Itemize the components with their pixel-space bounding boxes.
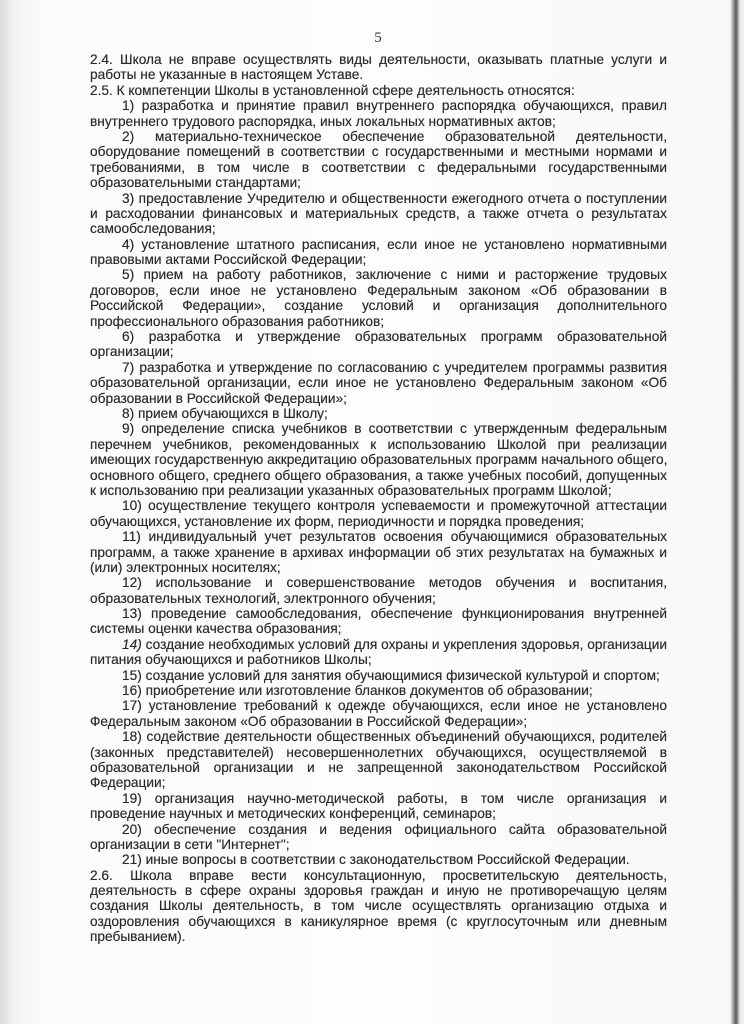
text-line: 2.4. Школа не вправе осуществлять виды деятельности, оказывать платные услуги и xyxy=(90,52,667,67)
text-line: Федеральным законом «Об образовании в Российской Федерации»; xyxy=(90,713,528,729)
text-line: оздоровления обучающихся в каникулярное время (с круглосуточным или дневным xyxy=(90,913,667,929)
text-line: 13) проведение самообследования, обеспечение функционирования внутренней xyxy=(122,606,667,622)
text-line xyxy=(90,637,667,652)
text-line: организации; xyxy=(90,344,174,360)
text-line: образовательной организации и не запрещенной законодательством Российской xyxy=(90,759,667,775)
text-line: 2) материально-техническое обеспечение образовательной деятельности, xyxy=(122,128,667,144)
text-line: 12) использование и совершенствование методов обучения и воспитания, xyxy=(122,575,667,591)
text-line: 21) иные вопросы в соответствии с законодательством Российской Федерации. xyxy=(122,852,630,868)
text-line: Российской Федерации», создание условий и организация дополнительного xyxy=(90,298,667,314)
text-line: 11) индивидуальный учет результатов освоения обучающимися образовательных xyxy=(122,529,667,545)
item-text: создание необходимых условий для охраны и укрепления здоровья, организации xyxy=(141,636,667,652)
text-line: имеющих государственную аккредитацию образовательных программ начального общего, xyxy=(90,452,668,468)
text-line: 16) приобретение или изготовление бланков документов об образовании; xyxy=(122,683,593,699)
list-item xyxy=(90,822,667,853)
clause-paragraph xyxy=(90,83,667,98)
text-line: внутреннего трудового распорядка, иных локальных нормативных актов; xyxy=(90,113,556,129)
text-line: 15) создание условий для занятия обучающимися физической культурой и спортом; xyxy=(122,667,660,683)
text-line: 6) разработка и утверждение образовательных программ образовательной xyxy=(122,329,667,345)
text-line: 8) прием обучающихся в Школу; xyxy=(122,405,328,421)
text-line: системы оценки качества образования; xyxy=(90,621,342,637)
list-item xyxy=(90,267,667,329)
text-line: 1) разработка и принятие правил внутреннего распорядка обучающихся, правил xyxy=(122,98,667,114)
text-line: (или) электронных носителях; xyxy=(90,559,281,575)
list-item xyxy=(90,498,667,529)
text-line: программ, а также хранение в архивах информации об этих результатах на бумажных и xyxy=(90,544,667,560)
list-item xyxy=(90,237,667,268)
list-item xyxy=(90,575,667,606)
text-line: 3) предоставление Учредителю и общественности ежегодного отчета о поступлении xyxy=(122,190,667,206)
list-item xyxy=(90,606,667,637)
text-line: 5) прием на работу работников, заключение с ними и расторжение трудовых xyxy=(122,267,667,283)
text-line: Федерации; xyxy=(90,775,166,791)
text-line: 17) установление требований к одежде обучающихся, если иное не установлено xyxy=(122,698,667,714)
text-line: 19) организация научно-методической работы, в том числе организация и xyxy=(122,790,667,806)
item-number: 14) xyxy=(122,636,142,652)
text-line: пребыванием). xyxy=(90,929,186,945)
clause-paragraph xyxy=(90,52,667,83)
list-item xyxy=(90,637,667,668)
list-item xyxy=(90,698,667,729)
text-line: 18) содействие деятельности общественных объединений обучающихся, родителей xyxy=(122,729,667,745)
text-line: 2.6. Школа вправе вести консультационную, просветительскую деятельность, xyxy=(90,867,667,883)
text-line: к использованию при реализации указанных образовательных программ Школой; xyxy=(90,482,612,498)
text-line: образовательными стандартами; xyxy=(90,175,301,191)
list-item xyxy=(90,852,667,867)
list-item xyxy=(90,406,667,421)
page-number: 5 xyxy=(374,30,382,46)
text-line: 2.5. К компетенции Школы в установленной сфере деятельность относятся: xyxy=(90,82,575,98)
text-line: обучающихся, установление их форм, периодичности и порядка проведения; xyxy=(90,513,585,529)
text-line: организации в сети "Интернет"; xyxy=(90,836,290,852)
text-line: 7) разработка и утверждение по согласованию с учредителем программы развития xyxy=(122,359,667,375)
text-line: проведение научных и методических конференций, семинаров; xyxy=(90,806,496,822)
text-line: оборудование помещений в соответствии с государственными и местными нормами и xyxy=(90,144,667,160)
text-line: требованиями, в том числе в соответствии с федеральными государственными xyxy=(90,159,667,175)
list-item xyxy=(90,668,667,683)
text-line: 10) осуществление текущего контроля успеваемости и промежуточной аттестации xyxy=(122,498,667,514)
text-line: образовании в Российской Федерации»; xyxy=(90,390,347,406)
text-line: и расходовании финансовых и материальных средств, а также отчета о результатах xyxy=(90,205,667,221)
text-line: образовательной организации, если иное не установлено Федеральным законом «Об xyxy=(90,375,667,391)
text-line: профессионального образования работников; xyxy=(90,313,385,329)
text-line: 4) установление штатного расписания, если иное не установлено нормативными xyxy=(122,236,667,252)
list-item xyxy=(90,360,667,406)
text-line: 9) определение списка учебников в соответствии с утвержденным федеральным xyxy=(122,421,667,437)
list-item xyxy=(90,129,667,191)
text-line: основного общего, среднего общего образования, а также учебных пособий, допущенных xyxy=(90,467,667,483)
text-line: питания обучающихся и работников Школы; xyxy=(90,652,372,668)
text-line: деятельность в сфере охраны здоровья граждан и иную не противоречащую целям xyxy=(90,883,667,899)
clause-paragraph xyxy=(90,868,667,945)
list-item xyxy=(90,729,667,791)
text-line: правовыми актами Российской Федерации; xyxy=(90,252,367,268)
text-line: 20) обеспечение создания и ведения официального сайта образовательной xyxy=(122,821,667,837)
text-line: самообследования; xyxy=(90,221,216,237)
text-line: работы не указанные в настоящем Уставе. xyxy=(90,67,364,83)
list-item xyxy=(90,191,667,237)
list-item xyxy=(90,683,667,698)
document-body xyxy=(90,52,667,945)
list-item xyxy=(90,421,667,498)
text-line: договоров, если иное не установлено Федеральным законом «Об образовании в xyxy=(90,282,667,298)
list-item xyxy=(90,98,667,129)
text-line: образовательных технологий, электронного обучения; xyxy=(90,590,436,606)
text-line: перечнем учебников, рекомендованных к использованию Школой при реализации xyxy=(90,436,667,452)
text-line: создания Школы деятельность, в том числе осуществлять организацию отдыха и xyxy=(90,898,667,914)
list-item xyxy=(90,329,667,360)
list-item xyxy=(90,529,667,575)
text-line: (законных представителей) несовершеннолетних обучающихся, осуществляемой в xyxy=(90,744,667,760)
list-item xyxy=(90,791,667,822)
